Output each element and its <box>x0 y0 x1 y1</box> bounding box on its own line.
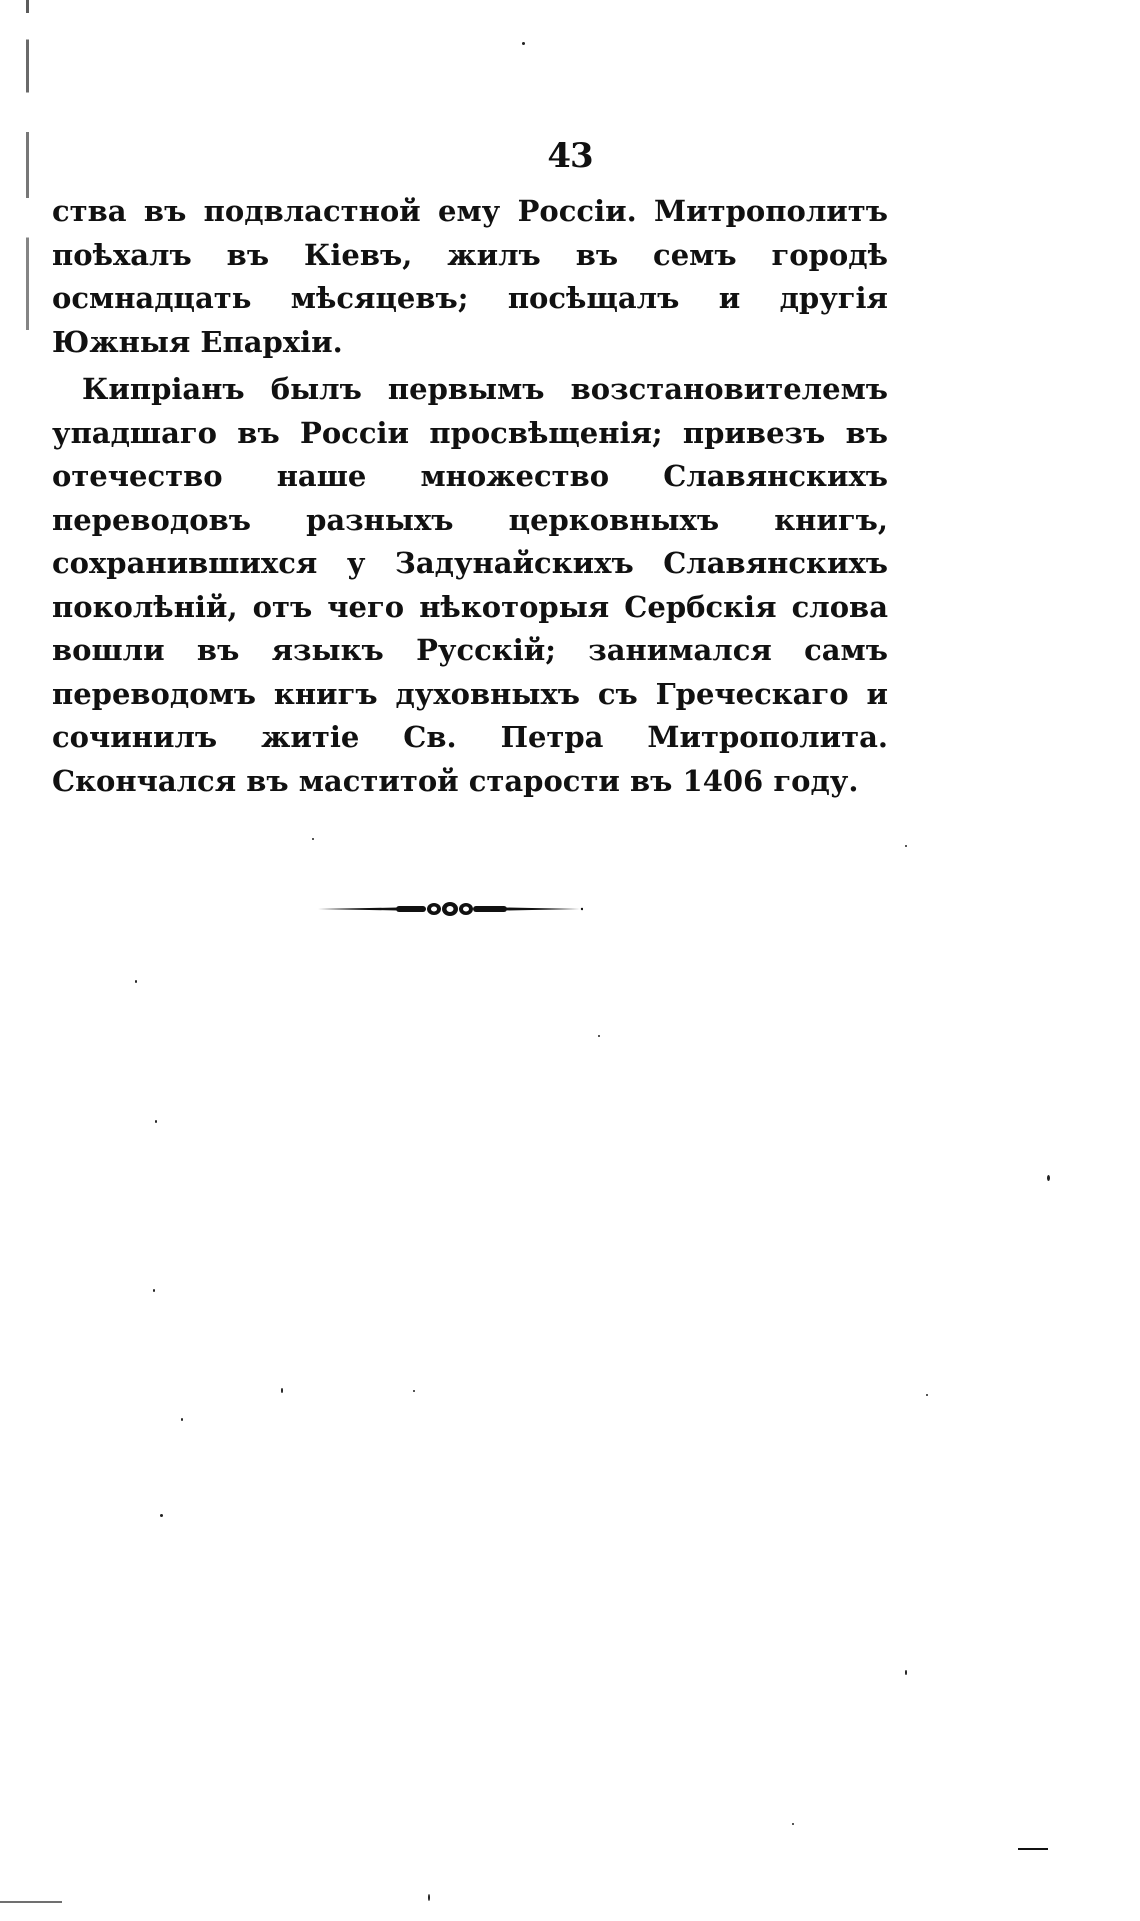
paper-speck <box>181 1418 183 1421</box>
paper-speck <box>792 1823 794 1825</box>
margin-mark <box>0 1901 62 1903</box>
paper-speck <box>1047 1175 1050 1181</box>
paper-speck <box>598 1035 600 1037</box>
paper-speck <box>155 1120 157 1123</box>
margin-mark <box>1018 1848 1048 1850</box>
paper-speck <box>160 1514 163 1517</box>
page-number: 43 <box>547 136 593 176</box>
paper-speck <box>522 42 525 45</box>
paper-speck <box>428 1894 430 1901</box>
ornamental-rule-icon <box>318 897 583 921</box>
body-text <box>52 190 888 803</box>
paper-speck <box>135 980 137 983</box>
paragraph-kiprian: Кипріанъ былъ первымъ возстановителемъ упадшаго въ Россіи просвѣщенія; привезъ въ отечество наше множество Славянскихъ переводовъ разныхъ церковныхъ книгъ, сохранившихся у Задунайскихъ Славянскихъ поколѣній, отъ чего нѣкоторыя Сербскія слова вошли въ языкъ Русскій; занимался самъ переводомъ книгъ духовныхъ съ Греческаго и сочинилъ житіе Св. Петра Митрополита. Скончался въ маститой старости въ 1406 году. <box>52 372 888 798</box>
paper-speck <box>905 1670 907 1675</box>
paper-speck <box>281 1388 283 1393</box>
paper-speck <box>905 845 907 847</box>
paper-speck <box>153 1289 155 1292</box>
paper-speck <box>413 1390 415 1392</box>
paper-speck <box>926 1394 928 1396</box>
paper-speck <box>312 838 314 840</box>
paragraph-continuation: ства въ подвластной ему Россіи. Митрополитъ поѣхалъ въ Кіевъ, жилъ въ семъ городѣ осмнадцать мѣсяцевъ; посѣщалъ и другія Южныя Епархіи. <box>52 194 888 359</box>
